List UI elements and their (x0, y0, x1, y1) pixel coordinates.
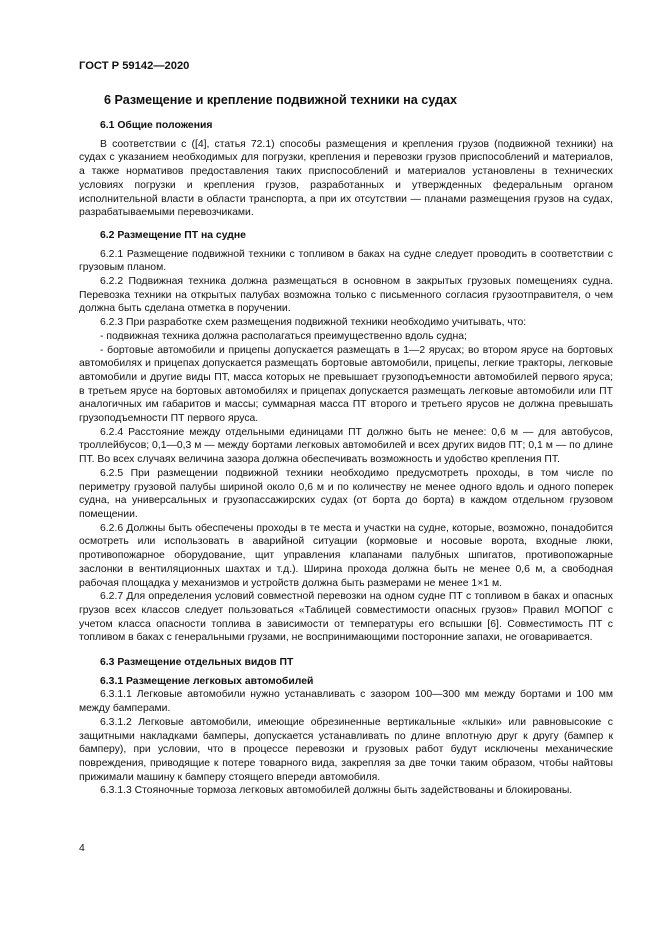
list-item: - подвижная техника должна располагаться преимущественно вдоль судна; (100, 330, 467, 342)
paragraph-6-2-1: 6.2.1 Размещение подвижной техники с топливом в баках на судне следует проводить в соответствии с грузовым планом. (79, 248, 613, 274)
paragraph-6-3-1-2: 6.3.1.2 Легковые автомобили, имеющие обрезиненные вертикальные «клыки» или равновысокие с защитными накладками бамперы, допускается устанавливать по длине вплотную друг к другу (бампер к бамперу), при условии, что в процессе перевозки и грузовых работ будут исключены механические повреждения, приводящие к потере товарного вида, закрепляя за две точки таким образом, чтобы найтовы прижимали машину к бамперу стоящего впереди автомобиля. (79, 716, 613, 783)
paragraph-6-2-7: 6.2.7 Для определения условий совместной перевозки на одном судне ПТ с топливом в баках и опасных грузов всех классов следует пользоваться «Таблицей совместимости опасных грузов» Правил МОПОГ с учетом класса опасности топлива в зависимости от температуры его вспышки [6]. Совместимость ПТ с топливом в баках с генеральными грузами, не воспринимающими посторонние запахи, не оговаривается. (79, 591, 613, 644)
heading-6-3-1: 6.3.1 Размещение легковых автомобилей (100, 675, 314, 687)
heading-6-2: 6.2 Размещение ПТ на судне (100, 229, 246, 241)
paragraph-6-2-2: 6.2.2 Подвижная техника должна размещаться в основном в закрытых грузовых помещениях судна. Перевозка техники на открытых палубах возможна только с письменного согласия грузоотправителя, о чем должна быть сделана отметка в поручении. (79, 276, 613, 315)
document-code: ГОСТ Р 59142—2020 (79, 60, 190, 72)
paragraph-6-2-6: 6.2.6 Должны быть обеспечены проходы в те места и участки на судне, которые, возможно, понадобится осмотреть или использовать в аварийной ситуации (кормовые и носовые ворота, входные люки, противопожарное оборудование, щит управления клапанами палубных шпигатов, противопожарные заслонки в вентиляционных шахтах и т.д.). Ширина прохода должна быть не менее 0,6 м, а свободная рабочая площадка у механизмов и устройств должна быть размерами не менее 1×1 м. (79, 522, 613, 589)
paragraph-6-2-4: 6.2.4 Расстояние между отдельными единицами ПТ должно быть не менее: 0,6 м — для автобусов, троллейбусов; 0,1—0,3 м — между бортами легковых автомобилей и всех других видов ПТ; 0,1 м — по длине ПТ. Во всех случаях величина зазора должна обеспечивать возможность и удобство крепления ПТ. (79, 426, 613, 466)
list-item: - бортовые автомобили и прицепы допускается размещать в 1—2 ярусах; во втором ярусе на бортовых автомобилях и прицепах допускается размещать бортовые автомобили, прицепы, легкие тракторы, легковые автомобили и другие виды ПТ, масса которых не превышает грузоподъемности автомобилей первого яруса; в третьем ярусе на бортовых автомобилях и прицепах допускается размещать легковые автомобили или ПТ аналогичных им габаритов и массы; суммарная масса ПТ второго и третьего ярусов не должна превышать грузоподъемности ПТ первого яруса. (79, 344, 613, 425)
paragraph-6-3-1-1: 6.3.1.1 Легковые автомобили нужно устанавливать с зазором 100—300 мм между бортами и 100 мм между бамперами. (79, 689, 613, 715)
paragraph-6-2-3: 6.2.3 При разработке схем размещения подвижной техники необходимо учитывать, что: (100, 317, 527, 329)
paragraph-6-1: В соответствии с ([4], статья 72.1) способы размещения и крепления грузов (подвижной техники) на судах с указанием необходимых для погрузки, крепления и перевозки грузов приспособлений и материалов, а также нормативов предоставления таких приспособлений и материалов установлены в технических условиях погрузки и крепления грузов, разработанных и утвержденных федеральным органом исполнительной власти в области транспорта, а при их отсутствии — планами размещения грузов на судах, разрабатываемыми перевозчиками. (79, 138, 613, 219)
page-number: 4 (79, 843, 85, 854)
paragraph-6-3-1-3: 6.3.1.3 Стояночные тормоза легковых автомобилей должны быть задействованы и блокированы. (100, 785, 573, 797)
heading-6-1: 6.1 Общие положения (100, 120, 213, 131)
paragraph-6-2-5: 6.2.5 При размещении подвижной техники необходимо предусмотреть проходы, в том числе по периметру грузовой палубы шириной около 0,6 м и по количеству не менее одного вдоль и одного поперек судна, на универсальных и грузопассажирских судах (от борта до борта) в каждом отдельном грузовом помещении. (79, 467, 613, 520)
section-title: 6 Размещение и крепление подвижной техники на судах (104, 93, 457, 107)
heading-6-3: 6.3 Размещение отдельных видов ПТ (100, 657, 294, 669)
document-body (79, 119, 613, 798)
